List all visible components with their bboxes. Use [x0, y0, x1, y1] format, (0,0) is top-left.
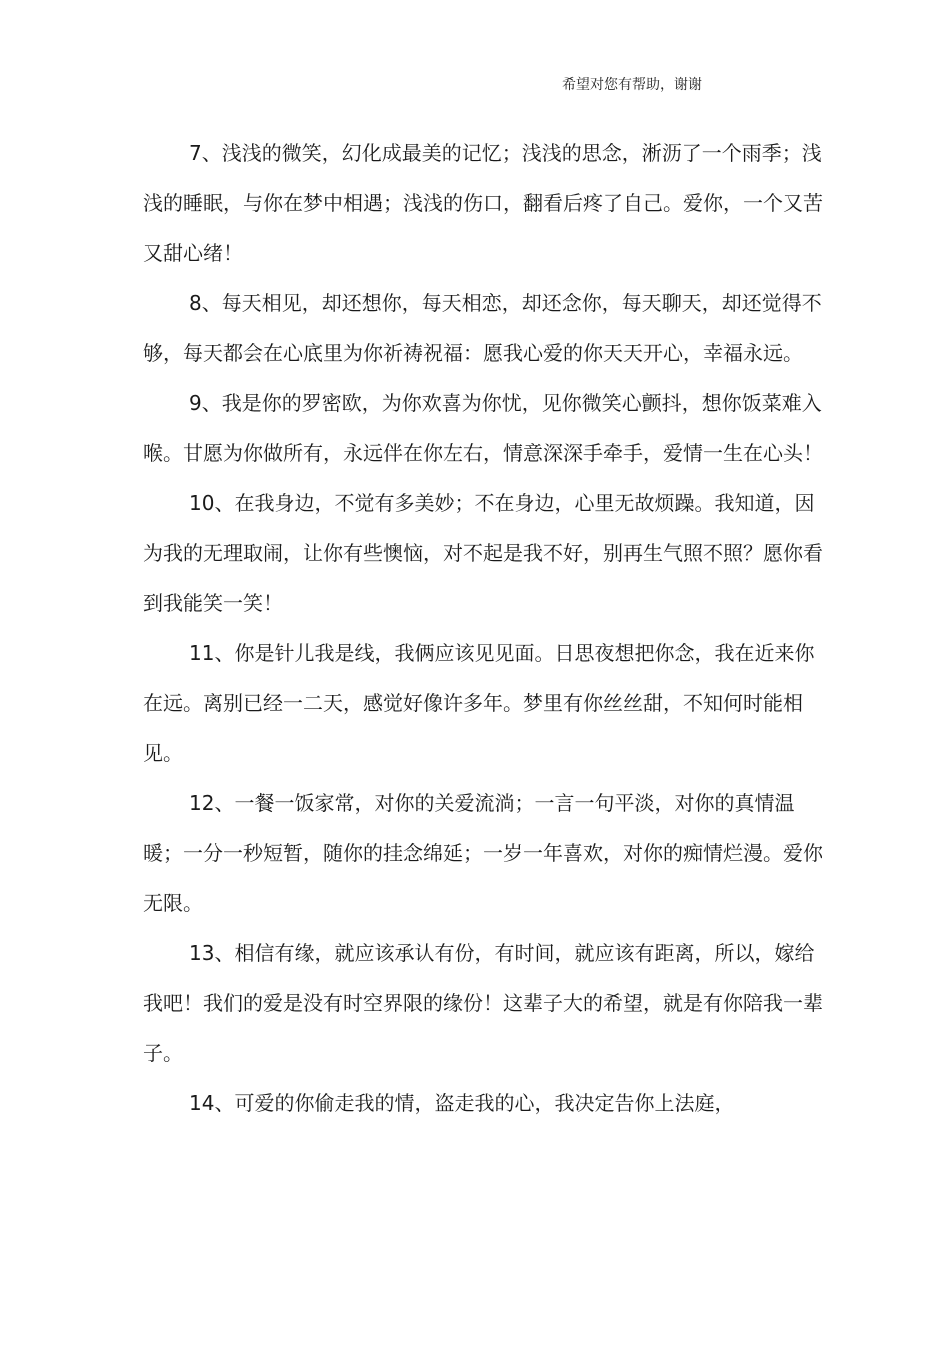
paragraph-10: 10、在我身边，不觉有多美妙；不在身边，心里无故烦躁。我知道，因为我的无理取闹，让你有些懊恼，对不起是我不好，别再生气照不照？愿你看到我能笑一笑！ [143, 491, 823, 615]
paragraph-7: 7、浅浅的微笑，幻化成最美的记忆；浅浅的思念，淅沥了一个雨季；浅浅的睡眠，与你在梦中相遇；浅浅的伤口，翻看后疼了自己。爱你，一个又苦又甜心绪！ [143, 141, 823, 265]
paragraph-11: 11、你是针儿我是线，我俩应该见见面。日思夜想把你念，我在近来你在远。离别已经一二天，感觉好像许多年。梦里有你丝丝甜，不知何时能相见。 [143, 641, 815, 765]
paragraph-8: 8、每天相见，却还想你，每天相恋，却还念你，每天聊天，却还觉得不够，每天都会在心底里为你祈祷祝福：愿我心爱的你天天开心，幸福永远。 [143, 291, 822, 365]
paragraph-12: 12、一餐一饭家常，对你的关爱流淌；一言一句平淡，对你的真情温暖；一分一秒短暂，随你的挂念绵延；一岁一年喜欢，对你的痴情烂漫。爱你无限。 [143, 791, 823, 915]
header-note: 希望对您有帮助，谢谢 [562, 77, 702, 93]
paragraph-14: 14、可爱的你偷走我的情，盗走我的心，我决定告你上法庭， [189, 1091, 735, 1115]
paragraph-9: 9、我是你的罗密欧，为你欢喜为你忧，见你微笑心颤抖，想你饭菜难入喉。甘愿为你做所有，永远伴在你左右，情意深深手牵手，爱情一生在心头！ [143, 391, 823, 465]
document-body [143, 128, 833, 1128]
paragraph-13: 13、相信有缘，就应该承认有份，有时间，就应该有距离，所以，嫁给我吧！我们的爱是没有时空界限的缘份！这辈子大的希望，就是有你陪我一辈子。 [143, 941, 823, 1065]
